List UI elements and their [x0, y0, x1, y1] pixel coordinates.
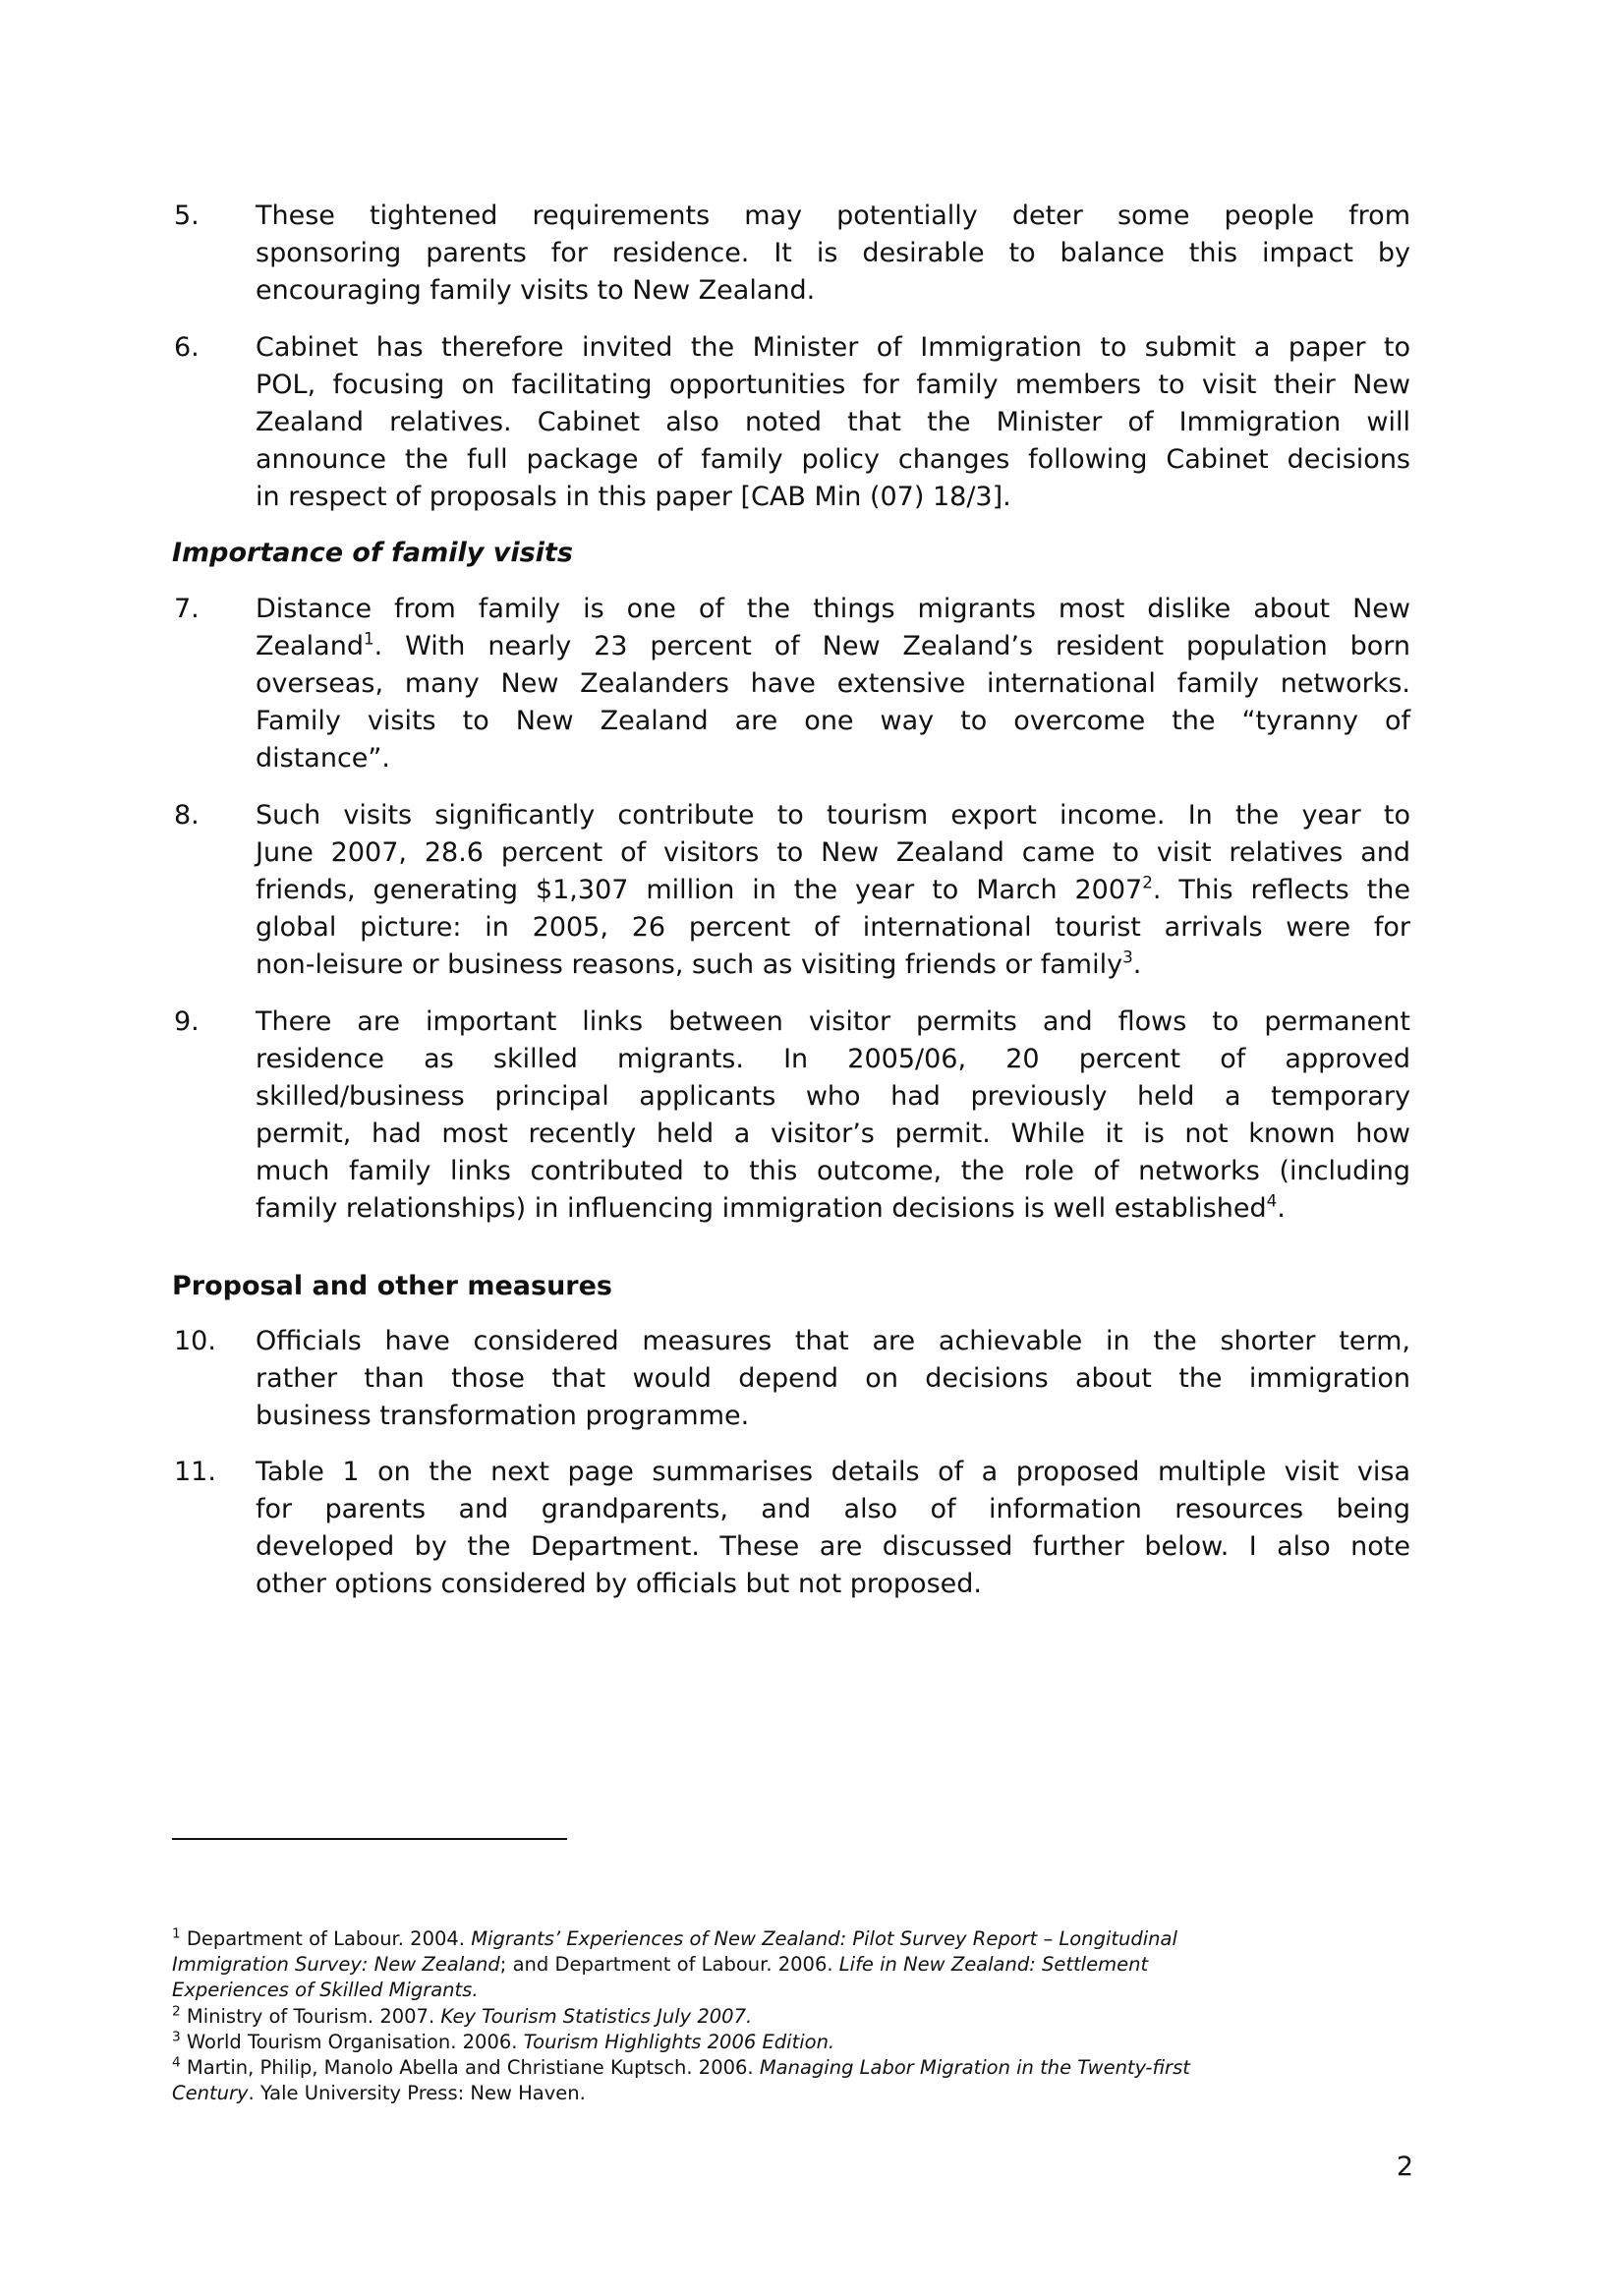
paragraph-number: 11.	[174, 1457, 216, 1487]
paragraph-number: 10.	[174, 1326, 216, 1356]
text-run: .	[1132, 949, 1142, 980]
text-line	[256, 404, 1410, 441]
text-line	[256, 1566, 1410, 1603]
text-run: These tightened requirements may potentially deter some people from	[256, 201, 1410, 231]
text-line	[256, 1116, 1410, 1153]
footnote-line	[172, 2055, 1410, 2081]
page-number: 2	[1396, 2152, 1413, 2182]
text-run: family relationships) in influencing immigration decisions is well established	[256, 1193, 1267, 1224]
text-run: Officials have considered measures that are achievable in the shorter term,	[256, 1326, 1410, 1356]
text-line	[256, 1491, 1410, 1528]
text-run: June 2007, 28.6 percent of visitors to New Zealand came to visit relatives and	[256, 837, 1410, 868]
italic-text: Life in New Zealand: Settlement	[838, 1953, 1149, 1977]
footnote-line	[172, 1926, 1410, 1952]
footnote-reference: 2	[1142, 872, 1153, 892]
footnote-reference: 3	[172, 2029, 181, 2045]
text-run: friends, generating $1,307 million in the year to March 2007	[256, 875, 1143, 905]
text-run: developed by the Department. These are discussed further below. I also note	[256, 1531, 1410, 1562]
text-run: much family links contributed to this outcome, the role of networks (including	[256, 1156, 1410, 1186]
text-line	[256, 1153, 1410, 1190]
footnote-line	[172, 2004, 1410, 2030]
text-run: residence as skilled migrants. In 2005/06, 20 percent of approved	[256, 1044, 1410, 1074]
text-run: in respect of proposals in this paper [CAB Min (07) 18/3].	[256, 482, 1011, 512]
text-line	[256, 1528, 1410, 1566]
footnote-reference: 2	[172, 2003, 181, 2020]
text-run: non-leisure or business reasons, such as visiting friends or family	[256, 949, 1123, 980]
text-run: for parents and grandparents, and also of information resources being	[256, 1494, 1410, 1524]
text-run: Department of Labour. 2004.	[180, 1927, 472, 1950]
text-run: Zealand relatives. Cabinet also noted that the Minister of Immigration will	[256, 407, 1410, 437]
italic-text: Key Tourism Statistics July 2007.	[440, 2004, 753, 2028]
italic-text: Experiences of Skilled Migrants.	[172, 1979, 479, 2002]
paragraph-number: 7.	[174, 594, 200, 624]
text-line	[256, 272, 1410, 310]
text-line	[256, 1398, 1410, 1435]
section-heading-proposal: Proposal and other measures	[172, 1271, 613, 1301]
paragraph-text	[256, 198, 1410, 310]
paragraph-text	[256, 1323, 1410, 1435]
text-run: Table 1 on the next page summarises details of a proposed multiple visit visa	[256, 1457, 1410, 1487]
text-run: other options considered by officials but not proposed.	[256, 1569, 982, 1599]
text-line	[256, 235, 1410, 272]
footnote-line	[172, 1952, 1410, 1978]
italic-text: Tourism Highlights 2006 Edition.	[523, 2030, 835, 2053]
paragraph-number: 5.	[174, 201, 200, 231]
footnote-line	[172, 2030, 1410, 2055]
text-run: sponsoring parents for residence. It is desirable to balance this impact by	[256, 238, 1410, 268]
text-run: . This reflects the	[1152, 875, 1410, 905]
text-line	[256, 1323, 1410, 1360]
text-run: Such visits significantly contribute to tourism export income. In the year to	[256, 800, 1410, 831]
footnote-reference: 1	[172, 1925, 181, 1942]
text-run: . Yale University Press: New Haven.	[248, 2082, 586, 2105]
footnote-line	[172, 1978, 1410, 2003]
text-line	[256, 628, 1410, 665]
text-run: . With nearly 23 percent of New Zealand’s resident population born	[373, 631, 1410, 661]
italic-text: Immigration Survey: New Zealand	[172, 1953, 500, 1977]
text-run: POL, focusing on facilitating opportunities for family members to visit their New	[256, 370, 1410, 400]
footnote-reference: 3	[1122, 947, 1133, 967]
text-run: Cabinet has therefore invited the Minister of Immigration to submit a paper to	[256, 332, 1410, 363]
paragraph-number: 8.	[174, 800, 200, 831]
text-run: World Tourism Organisation. 2006.	[180, 2030, 524, 2053]
text-line	[256, 591, 1410, 628]
text-run: Distance from family is one of the things migrants most dislike about New	[256, 594, 1410, 624]
text-run: overseas, many New Zealanders have extensive international family networks.	[256, 668, 1410, 699]
text-run: permit, had most recently held a visitor’s permit. While it is not known how	[256, 1119, 1410, 1149]
text-line	[256, 1190, 1410, 1228]
footnote-separator	[172, 1838, 567, 1840]
text-line	[256, 1041, 1410, 1078]
paragraph-text	[256, 591, 1410, 777]
paragraph-text	[256, 1004, 1410, 1228]
text-run: ; and Department of Labour. 2006.	[499, 1953, 839, 1977]
text-line	[256, 1078, 1410, 1116]
paragraph-text	[256, 1454, 1410, 1603]
text-run: skilled/business principal applicants who had previously held a temporary	[256, 1081, 1410, 1112]
text-line	[256, 740, 1410, 777]
paragraph-text	[256, 797, 1410, 984]
paragraph-number: 9.	[174, 1006, 200, 1037]
text-run: Ministry of Tourism. 2007.	[180, 2004, 441, 2028]
text-line	[256, 1360, 1410, 1398]
footnote-reference: 4	[172, 2054, 181, 2071]
text-run: .	[1277, 1193, 1286, 1224]
section-heading-importance: Importance of family visits	[172, 538, 573, 568]
text-run: rather than those that would depend on decisions about the immigration	[256, 1363, 1410, 1394]
italic-text: Migrants’ Experiences of New Zealand: Pilot Survey Report – Longitudinal	[471, 1927, 1177, 1950]
text-line	[256, 872, 1410, 909]
text-line	[256, 909, 1410, 947]
text-line	[256, 367, 1410, 404]
text-run: Zealand	[256, 631, 364, 661]
text-line	[256, 834, 1410, 872]
text-run: global picture: in 2005, 26 percent of international tourist arrivals were for	[256, 912, 1410, 943]
footnotes	[172, 1926, 1410, 2106]
text-line	[256, 797, 1410, 834]
text-run: Martin, Philip, Manolo Abella and Christiane Kuptsch. 2006.	[180, 2056, 760, 2080]
italic-text: Century	[172, 2082, 249, 2105]
text-run: Family visits to New Zealand are one way to overcome the “tyranny of	[256, 706, 1410, 736]
footnote-reference: 4	[1266, 1190, 1278, 1211]
paragraph-number: 6.	[174, 332, 200, 363]
text-line	[256, 1454, 1410, 1491]
text-run: distance”.	[256, 743, 390, 774]
footnote-reference: 1	[363, 628, 374, 649]
text-run: There are important links between visitor permits and flows to permanent	[256, 1006, 1410, 1037]
text-line	[256, 1004, 1410, 1041]
text-line	[256, 329, 1410, 367]
text-line	[256, 441, 1410, 479]
text-run: business transformation programme.	[256, 1401, 750, 1431]
text-line	[256, 703, 1410, 740]
paragraph-text	[256, 329, 1410, 516]
text-line	[256, 947, 1410, 984]
text-line	[256, 479, 1410, 516]
footnote-line	[172, 2081, 1410, 2106]
italic-text: Managing Labor Migration in the Twenty-first	[759, 2056, 1190, 2080]
text-line	[256, 198, 1410, 235]
text-run: encouraging family visits to New Zealand.	[256, 275, 816, 306]
text-line	[256, 665, 1410, 703]
text-run: announce the full package of family policy changes following Cabinet decisions	[256, 444, 1410, 475]
